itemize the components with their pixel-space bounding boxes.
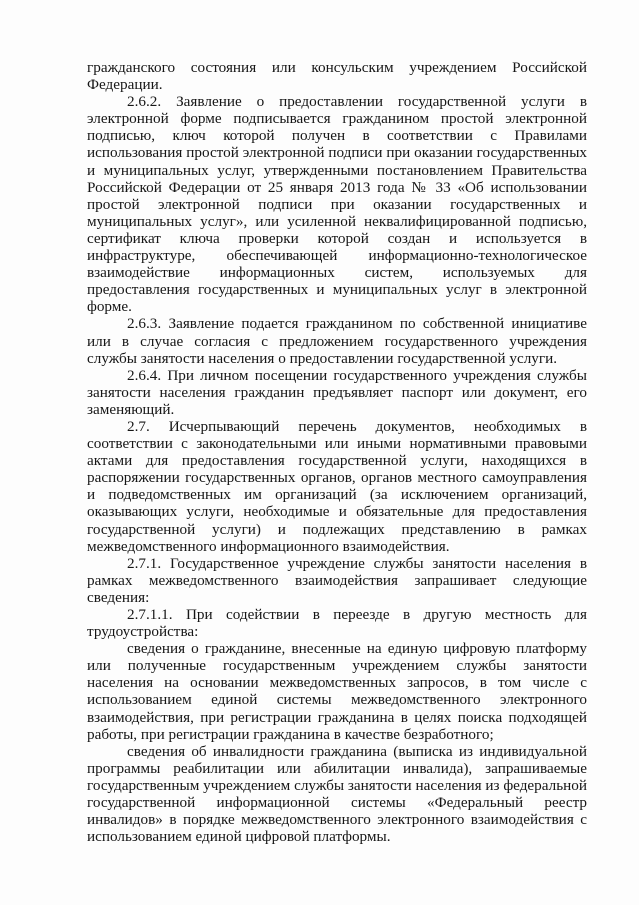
paragraph-citizen-info: сведения о гражданине, внесенные на единую цифровую платформу или полученные государственным учреждением службы занятости населения на основании межведомственных запросов, в том числе с использованием единой системы межведомственного электронного взаимодействия, при регистрации гражданина в целях поиска подходящей работы, при регистрации гражданина в качестве безработного; (87, 640, 587, 743)
paragraph-2-7-1-1: 2.7.1.1. При содействии в переезде в другую местность для трудоустройства: (87, 606, 587, 641)
paragraph-2-6-2: 2.6.2. Заявление о предоставлении государственной услуги в электронной форме подписывается гражданином простой электронной подписью, ключ которой получен в соответствии с Правилами использования простой электронной подписи при оказании государственных и муниципальных услуг, утвержденными постановлением Правительства Российской Федерации от 25 января 2013 года № 33 «Об использовании простой электронной подписи при оказании государственных и муниципальных услуг», или усиленной неквалифицированной подписью, сертификат ключа проверки которой создан и используется в инфраструктуре, обеспечивающей информационно-технологическое взаимодействие информационных систем, используемых для предоставления государственных и муниципальных услуг в электронной форме. (87, 93, 587, 316)
paragraph-continuation: гражданского состояния или консульским учреждением Российской Федерации. (87, 59, 587, 94)
paragraph-2-6-3: 2.6.3. Заявление подается гражданином по собственной инициативе или в случае согласия с предложением государственного учреждения службы занятости населения о предоставлении государственной услуги. (87, 315, 587, 367)
paragraph-2-7-1: 2.7.1. Государственное учреждение службы занятости населения в рамках межведомственного взаимодействия запрашивает следующие сведения: (87, 554, 587, 606)
document-body (87, 59, 587, 845)
paragraph-2-6-4: 2.6.4. При личном посещении государственного учреждения службы занятости населения гражданин предъявляет паспорт или документ, его заменяющий. (87, 366, 587, 418)
paragraph-2-7: 2.7. Исчерпывающий перечень документов, необходимых в соответствии с законодательными или иными нормативными правовыми актами для предоставления государственной услуги, находящихся в распоряжении государственных органов, органов местного самоуправления и подведомственных им организаций (за исключением организаций, оказывающих услуги, необходимые и обязательные для предоставления государственной услуги) и подлежащих представлению в рамках межведомственного информационного взаимодействия. (87, 417, 587, 555)
paragraph-disability-info: сведения об инвалидности гражданина (выписка из индивидуальной программы реабилитации или абилитации инвалида), запрашиваемые государственным учреждением службы занятости населения из федеральной государственной информационной системы «Федеральный реестр инвалидов» в порядке межведомственного электронного взаимодействия с использованием единой цифровой платформы. (87, 742, 587, 846)
